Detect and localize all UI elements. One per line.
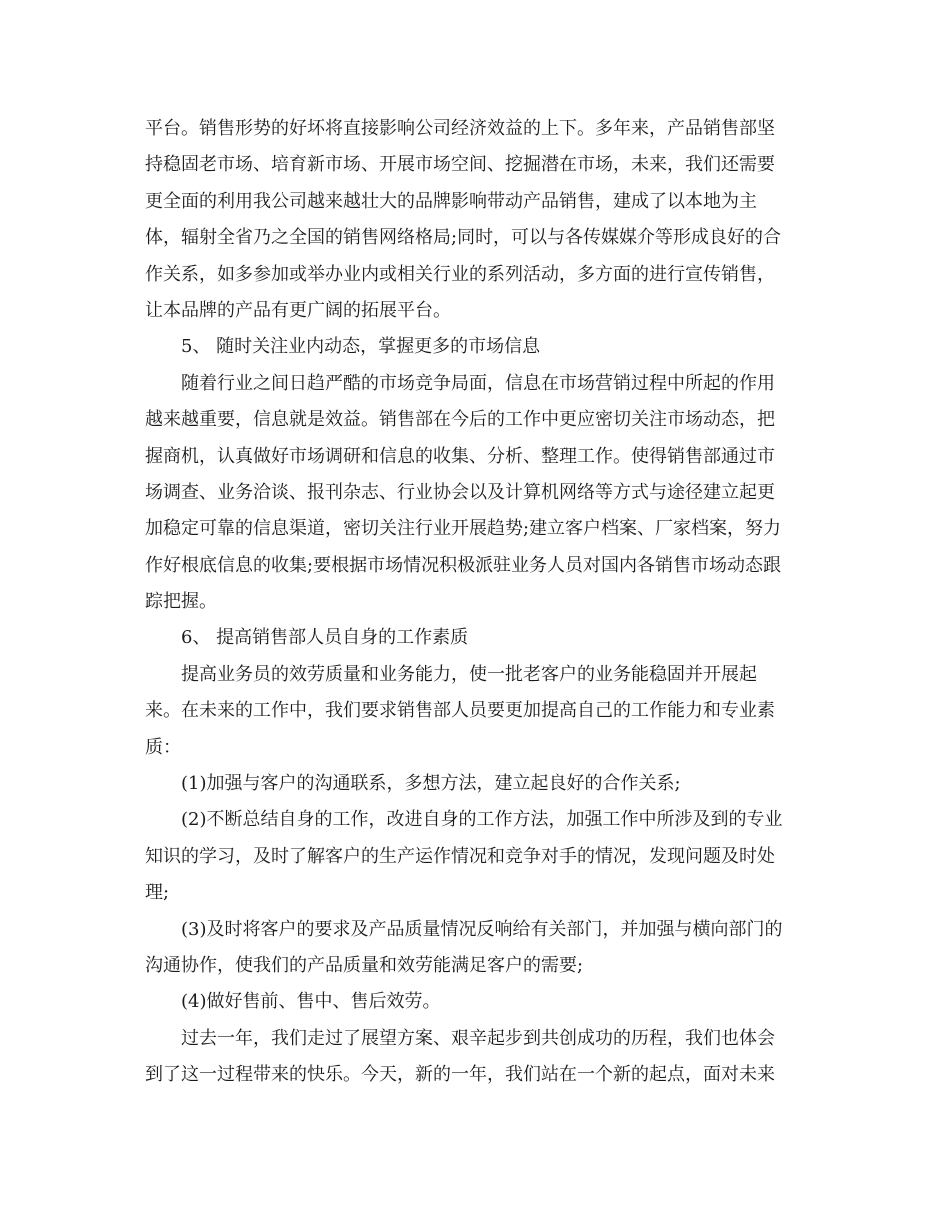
section-heading: 6、 提高销售部人员自身的工作素质 bbox=[181, 627, 469, 649]
text-line: 过去一年，我们走过了展望方案、艰辛起步到共创成功的历程，我们也体会 bbox=[181, 1027, 775, 1049]
text-line: 质： bbox=[145, 736, 181, 758]
list-item: (3)及时将客户的要求及产品质量情况反响给有关部门，并加强与横向部门的 bbox=[181, 918, 783, 940]
text-line: 持稳固老市场、培育新市场、开展市场空间、挖掘潜在市场，未来，我们还需要 bbox=[145, 154, 775, 176]
text-line: 来。在未来的工作中，我们要求销售部人员要更加提高自己的工作能力和专业素 bbox=[145, 700, 775, 722]
text-line: 平台。销售形势的好坏将直接影响公司经济效益的上下。多年来，产品销售部坚 bbox=[145, 118, 775, 139]
text-line: 越来越重要，信息就是效益。销售部在今后的工作中更应密切关注市场动态，把 bbox=[145, 409, 775, 431]
text-line: 作关系，如多参加或举办业内或相关行业的系列活动，多方面的进行宣传销售， bbox=[145, 263, 775, 285]
text-line: 作好根底信息的收集;要根据市场情况积极派驻业务人员对国内各销售市场动态跟 bbox=[145, 554, 782, 576]
text-line: 提高业务员的效劳质量和业务能力，使一批老客户的业务能稳固并开展起 bbox=[181, 663, 757, 685]
section-heading: 5、 随时关注业内动态，掌握更多的市场信息 bbox=[181, 336, 541, 358]
list-item: (2)不断总结自身的工作，改进自身的工作方法，加强工作中所涉及到的专业 bbox=[181, 809, 783, 831]
text-line: 握商机，认真做好市场调研和信息的收集、分析、整理工作。使得销售部通过市 bbox=[145, 445, 775, 467]
text-line: 随着行业之间日趋严酷的市场竞争局面，信息在市场营销过程中所起的作用 bbox=[181, 372, 775, 394]
text-line: 理; bbox=[145, 882, 170, 904]
text-line: 沟通协作，使我们的产品质量和效劳能满足客户的需要; bbox=[145, 954, 584, 976]
list-item: (1)加强与客户的沟通联系，多想方法，建立起良好的合作关系; bbox=[181, 773, 681, 795]
text-line: 场调查、业务洽谈、报刊杂志、行业协会以及计算机网络等方式与途径建立起更 bbox=[145, 481, 775, 503]
text-line: 体，辐射全省乃之全国的销售网络格局;同时，可以与各传媒媒介等形成良好的合 bbox=[145, 227, 782, 249]
text-line: 更全面的利用我公司越来越壮大的品牌影响带动产品销售，建成了以本地为主 bbox=[145, 190, 757, 212]
list-item: (4)做好售前、售中、售后效劳。 bbox=[181, 991, 441, 1013]
text-line: 踪把握。 bbox=[145, 591, 217, 613]
text-line: 加稳定可靠的信息渠道，密切关注行业开展趋势;建立客户档案、厂家档案，努力 bbox=[145, 518, 782, 540]
text-line: 到了这一过程带来的快乐。今天，新的一年，我们站在一个新的起点，面对未来 bbox=[145, 1064, 775, 1086]
text-line: 知识的学习，及时了解客户的生产运作情况和竞争对手的情况，发现问题及时处 bbox=[145, 845, 775, 867]
document-body bbox=[145, 111, 805, 1094]
text-line: 让本品牌的产品有更广阔的拓展平台。 bbox=[145, 299, 451, 321]
